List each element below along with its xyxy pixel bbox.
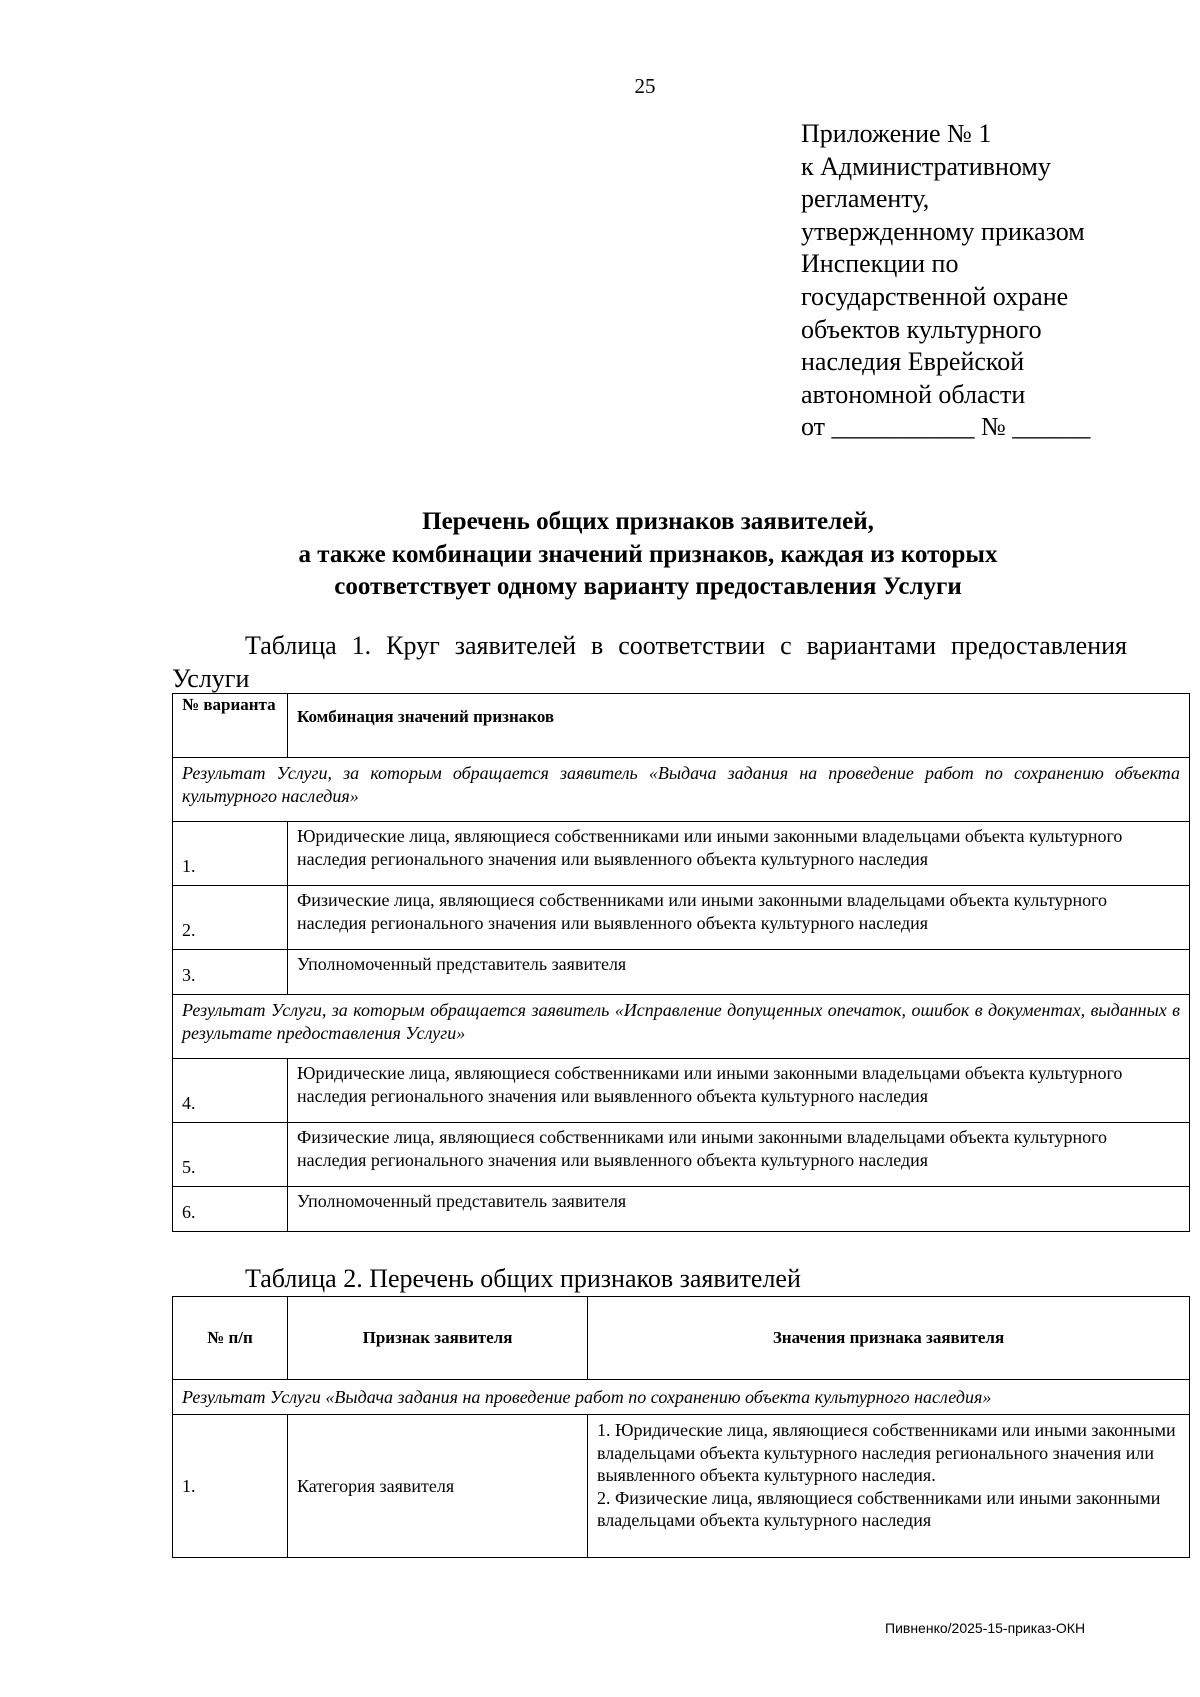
variant-combination: Физические лица, являющиеся собственниками или иными законными владельцами объекта культурного наследия регионального значения или выявленного объекта культурного наследия xyxy=(288,1123,1190,1187)
appendix-line: Инспекции по xyxy=(801,249,959,279)
table-row xyxy=(173,886,1190,950)
table1-applicant-variants xyxy=(172,693,1190,1232)
table-row xyxy=(173,950,1190,995)
appendix-date-number-line: от ___________ № ______ xyxy=(801,412,1091,442)
group-result-label: Результат Услуги, за которым обращается заявитель «Исправление допущенных опечаток, ошибок в документах, выданных в результате предоставления Услуги» xyxy=(173,995,1190,1059)
table-header-row xyxy=(173,1297,1190,1380)
appendix-line: наследия Еврейской xyxy=(801,347,1025,377)
appendix-block xyxy=(801,118,1161,444)
variant-combination: Физические лица, являющиеся собственниками или иными законными владельцами объекта культурного наследия регионального значения или выявленного объекта культурного наследия xyxy=(288,886,1190,950)
table-group-row xyxy=(173,758,1190,822)
variant-number: 1. xyxy=(173,822,288,886)
group-result-label: Результат Услуги, за которым обращается заявитель «Выдача задания на проведение работ по сохранению объекта культурного наследия» xyxy=(173,758,1190,822)
header-variant-number: № варианта xyxy=(173,694,288,758)
table-row xyxy=(173,1123,1190,1187)
attribute-value-item: 1. Юридические лица, являющиеся собственниками или иными законными владельцами объекта культурного наследия регионального значения или выявленного объекта культурного наследия. xyxy=(597,1420,1176,1485)
document-title xyxy=(172,506,1124,604)
variant-number: 2. xyxy=(173,886,288,950)
appendix-line: объектов культурного xyxy=(801,314,1042,344)
table-group-row xyxy=(173,1380,1190,1415)
table-row xyxy=(173,1187,1190,1232)
variant-number: 5. xyxy=(173,1123,288,1187)
variant-number: 3. xyxy=(173,950,288,995)
title-line: соответствует одному варианту предоставления Услуги xyxy=(334,573,962,600)
row-number: 1. xyxy=(173,1415,288,1558)
appendix-line: регламенту, xyxy=(801,184,930,214)
table-header-row xyxy=(173,694,1190,758)
header-attribute: Признак заявителя xyxy=(288,1297,588,1380)
variant-number: 4. xyxy=(173,1059,288,1123)
table2-caption: Таблица 2. Перечень общих признаков заявителей xyxy=(245,1264,801,1293)
variant-number: 6. xyxy=(173,1187,288,1232)
variant-combination: Уполномоченный представитель заявителя xyxy=(288,1187,1190,1232)
table-group-row xyxy=(173,995,1190,1059)
table2-applicant-attributes xyxy=(172,1296,1190,1558)
header-combination: Комбинация значений признаков xyxy=(288,694,1190,758)
header-attribute-values: Значения признака заявителя xyxy=(588,1297,1190,1380)
table-row xyxy=(173,822,1190,886)
appendix-line: к Административному xyxy=(801,151,1051,181)
title-line: а также комбинации значений признаков, каждая из которых xyxy=(298,540,998,568)
title-line: Перечень общих признаков заявителей, xyxy=(422,508,874,535)
variant-combination: Юридические лица, являющиеся собственниками или иными законными владельцами объекта культурного наследия регионального значения или выявленного объекта культурного наследия xyxy=(288,822,1190,886)
appendix-line: Приложение № 1 xyxy=(801,119,992,148)
appendix-line: утвержденному приказом xyxy=(801,216,1085,246)
footer-document-code: Пивненко/2025-15-приказ-ОКН xyxy=(885,1620,1086,1636)
group-result-label: Результат Услуги «Выдача задания на проведение работ по сохранению объекта культурного наследия» xyxy=(173,1380,1190,1415)
table-row xyxy=(173,1415,1190,1558)
appendix-line: государственной охране xyxy=(801,281,1069,311)
table1-caption: Таблица 1. Круг заявителей в соответствии с вариантами предоставления Услуги xyxy=(172,631,1127,693)
attribute-name: Категория заявителя xyxy=(288,1415,588,1558)
table-row xyxy=(173,1059,1190,1123)
page-number: 25 xyxy=(634,74,656,98)
variant-combination: Уполномоченный представитель заявителя xyxy=(288,950,1190,995)
attribute-value-item: 2. Физические лица, являющиеся собственниками или иными законными владельцами объекта культурного наследия xyxy=(597,1487,1161,1530)
variant-combination: Юридические лица, являющиеся собственниками или иными законными владельцами объекта культурного наследия регионального значения или выявленного объекта культурного наследия xyxy=(288,1059,1190,1123)
attribute-values xyxy=(588,1415,1190,1558)
appendix-line: автономной области xyxy=(801,379,1026,409)
header-row-number: № п/п xyxy=(173,1297,288,1380)
